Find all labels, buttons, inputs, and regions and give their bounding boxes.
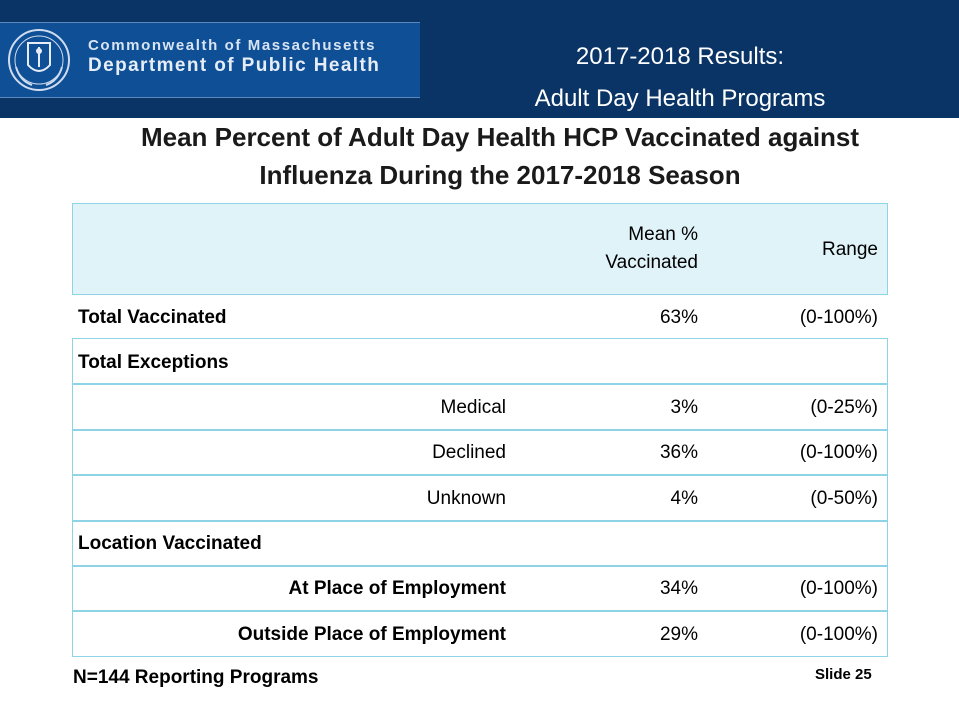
exception-label-medical: Medical: [440, 397, 506, 418]
logo-department-text: Department of Public Health: [88, 55, 381, 76]
location-mean-outside-employment: 29%: [659, 624, 698, 645]
exception-range-unknown: (0-50%): [810, 488, 878, 509]
location-range-outside-employment: (0-100%): [799, 624, 878, 645]
exception-mean-medical: 3%: [670, 397, 698, 418]
logo-commonwealth-text: Commonwealth of Massachusetts: [88, 37, 377, 54]
location-range-at-employment: (0-100%): [799, 578, 878, 599]
slide-number: Slide 25: [815, 666, 872, 683]
subtitle-line2: Influenza During the 2017-2018 Season: [259, 160, 741, 190]
row-label-total-exceptions: Total Exceptions: [78, 352, 229, 373]
total-vaccinated-mean: 63%: [659, 307, 698, 328]
results-table: [72, 203, 888, 657]
location-mean-at-employment: 34%: [659, 578, 698, 599]
exception-label-unknown: Unknown: [426, 488, 506, 509]
exception-range-medical: (0-25%): [810, 397, 878, 418]
slide-title-line1: 2017-2018 Results:: [575, 43, 785, 70]
exception-mean-declined: 36%: [659, 442, 698, 463]
column-header-mean-line1: Mean %: [628, 224, 698, 245]
chart-subtitle: [60, 118, 940, 194]
dph-logo: [0, 22, 420, 98]
row-label-location-vaccinated: Location Vaccinated: [78, 533, 262, 554]
subtitle-line1: Mean Percent of Adult Day Health HCP Vaccinated against: [140, 122, 860, 152]
reporting-programs-note: N=144 Reporting Programs: [73, 667, 319, 688]
total-vaccinated-range: (0-100%): [799, 307, 878, 328]
exception-range-declined: (0-100%): [799, 442, 878, 463]
exception-mean-unknown: 4%: [670, 488, 698, 509]
row-label-total-vaccinated: Total Vaccinated: [78, 307, 227, 328]
location-label-at-employment: At Place of Employment: [288, 578, 506, 599]
exception-label-declined: Declined: [432, 442, 506, 463]
header-bar: [0, 0, 959, 118]
massachusetts-seal-icon: [6, 27, 72, 93]
slide-title: [470, 36, 890, 120]
location-label-outside-employment: Outside Place of Employment: [237, 624, 506, 645]
slide-title-line2: Adult Day Health Programs: [534, 85, 826, 112]
column-header-range: Range: [822, 239, 878, 260]
column-header-mean-line2: Vaccinated: [605, 252, 698, 273]
